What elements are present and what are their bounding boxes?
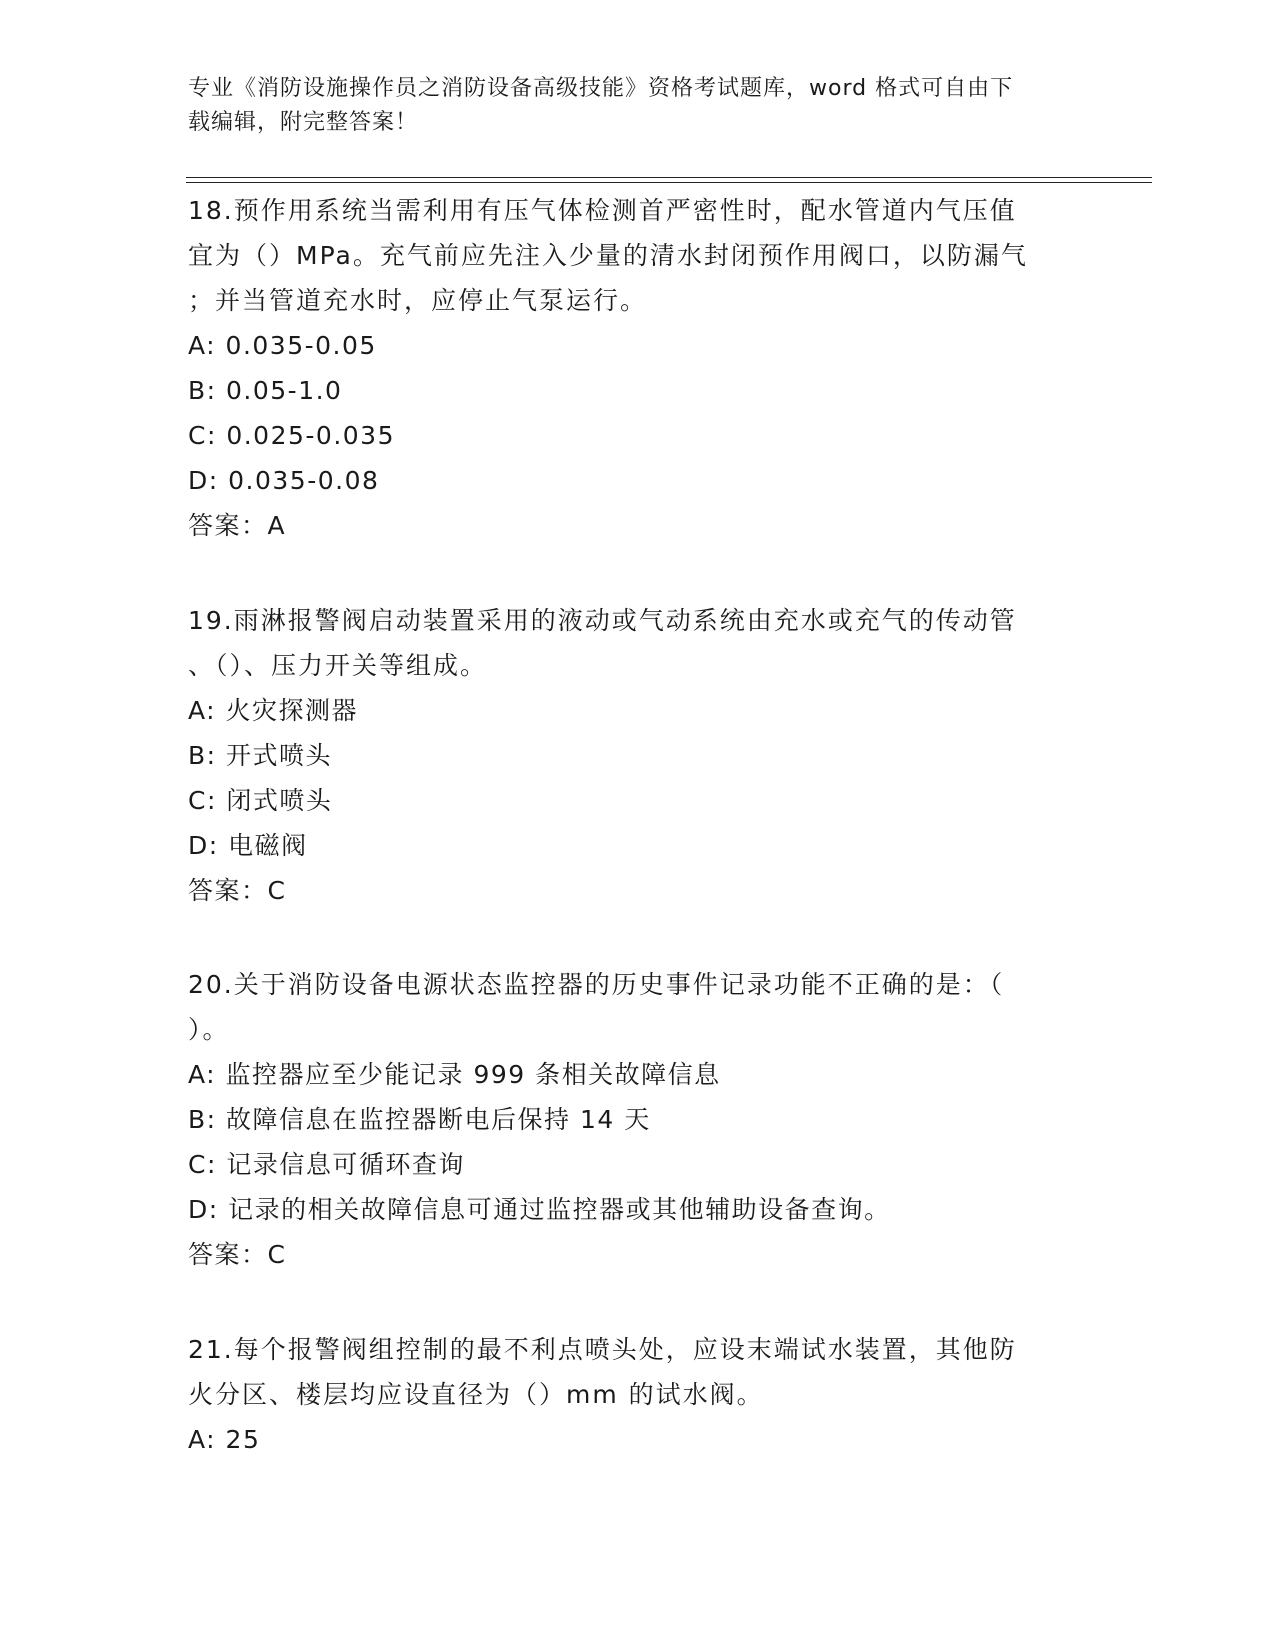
option-d: D: 电磁阀 bbox=[188, 831, 308, 860]
option-b: B: 0.05-1.0 bbox=[188, 376, 343, 405]
question-20 bbox=[188, 962, 1088, 1277]
option-b: B: 故障信息在监控器断电后保持 14 天 bbox=[188, 1105, 651, 1134]
option-d: D: 记录的相关故障信息可通过监控器或其他辅助设备查询。 bbox=[188, 1195, 891, 1224]
option-c: C: 0.025-0.035 bbox=[188, 421, 395, 450]
answer: 答案：C bbox=[188, 876, 287, 905]
answer: 答案：A bbox=[188, 511, 287, 540]
question-19 bbox=[188, 598, 1088, 913]
question-21 bbox=[188, 1327, 1088, 1462]
header-divider-top bbox=[186, 177, 1152, 178]
question-stem: 18.预作用系统当需利用有压气体检测首严密性时，配水管道内气压值 宜为（）MPa。充气前应先注入少量的清水封闭预作用阀口，以防漏气 ；并当管道充水时，应停止气泵运行。 bbox=[188, 196, 1028, 315]
option-c: C: 闭式喷头 bbox=[188, 786, 333, 815]
question-stem: 19.雨淋报警阀启动装置采用的液动或气动系统由充水或充气的传动管 、（）、压力开关等组成。 bbox=[188, 606, 1017, 680]
option-a: A: 监控器应至少能记录 999 条相关故障信息 bbox=[188, 1060, 721, 1089]
header-divider-bottom bbox=[186, 182, 1152, 183]
question-stem: 20.关于消防设备电源状态监控器的历史事件记录功能不正确的是：（ ）。 bbox=[188, 970, 1005, 1044]
option-d: D: 0.035-0.08 bbox=[188, 466, 380, 495]
option-a: A: 0.035-0.05 bbox=[188, 331, 377, 360]
option-b: B: 开式喷头 bbox=[188, 741, 333, 770]
option-a: A: 25 bbox=[188, 1425, 261, 1454]
question-18 bbox=[188, 188, 1088, 548]
option-c: C: 记录信息可循环查询 bbox=[188, 1150, 465, 1179]
option-a: A: 火灾探测器 bbox=[188, 696, 359, 725]
question-stem: 21.每个报警阀组控制的最不利点喷头处，应设末端试水装置，其他防 火分区、楼层均应设直径为（）mm 的试水阀。 bbox=[188, 1335, 1017, 1409]
answer: 答案：C bbox=[188, 1240, 287, 1269]
document-header: 专业《消防设施操作员之消防设备高级技能》资格考试题库，word 格式可自由下 载编辑，附完整答案！ bbox=[188, 76, 1014, 135]
